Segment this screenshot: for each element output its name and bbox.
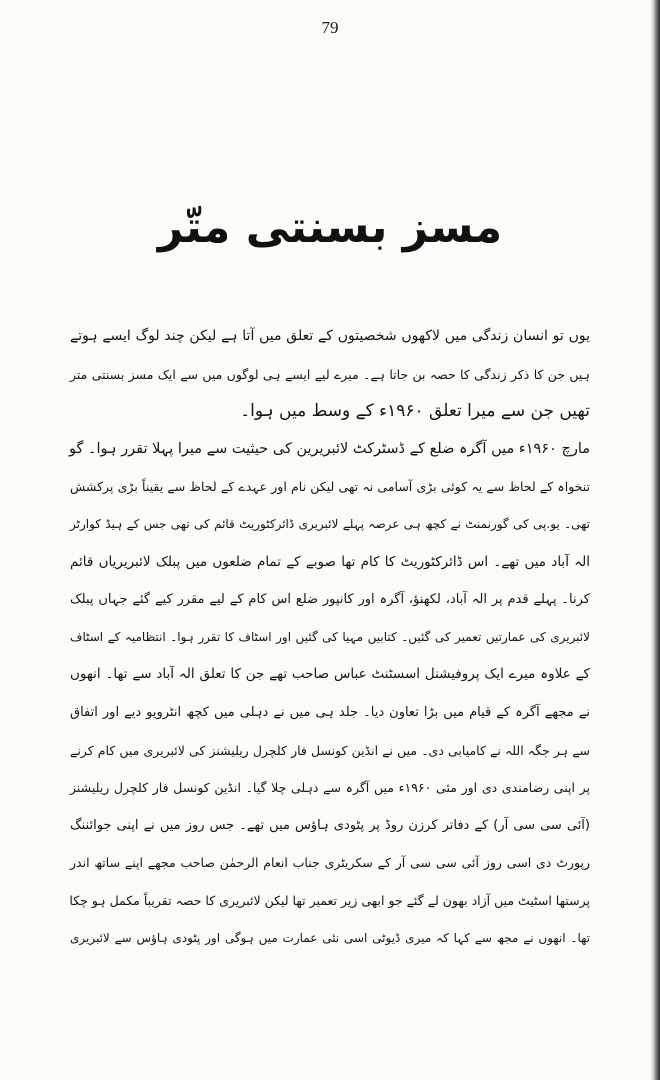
text-line: کے علاوہ میرے ایک پروفیشنل اسسٹنٹ عباس صاحب تھے جن کا تعلق الہ آباد سے تھا۔ انھوں <box>70 666 590 683</box>
text-line: سے ہر جگہ اللہ نے کامیابی دی۔ میں نے انڈین کونسل فار کلچرل ریلیشنز کی لائبریری میں کام کرنے <box>70 742 590 758</box>
chapter-title: مسز بسنتی متّر <box>157 202 503 253</box>
text-line: پرستھا اسٹیٹ میں آزاد بھون لے گئے جو ابھی زیر تعمیر تھا لیکن لائبریری کا حصہ تقریباً مکمل ہو چکا <box>69 892 590 908</box>
text-line: (آئی سی سی آر) کے دفاتر کرزن روڈ پر پٹودی ہاؤس میں تھے۔ جس روز میں نے اپنی جوائننگ <box>70 817 590 833</box>
text-line: رپورٹ دی اسی روز آئی سی سی آر کے سکریٹری جناب انعام الرحمٰن صاحب مجھے اپنے ساتھ اندر <box>70 855 590 871</box>
page-number: 79 <box>321 18 339 37</box>
text-line: تھا۔ انھوں نے مجھ سے کہا کہ میری ڈیوٹی اسی نئی عمارت میں ہوگی اور پٹودی ہاؤس سے لائبریری <box>70 930 590 945</box>
text-line: مارچ ۱۹۶۰ء میں آگرہ ضلع کے ڈسٹرکٹ لائبریرین کی حیثیت سے میرا پہلا تقرر ہوا۔ گو <box>68 440 590 457</box>
text-line: تھی۔ یو.پی کی گورنمنٹ نے کچھ ہی عرصہ پہلے لائبریری ڈائرکٹوریٹ قائم کی تھی جس کے ہیڈ کوارٹر <box>70 516 590 531</box>
text-line: ہیں جن کا ذکر زندگی کا حصہ بن جاتا ہے۔ میرے لیے ایسے ہی لوگوں میں سے ایک مسز بسنتی متر <box>70 366 590 382</box>
text-line: کرنا۔ پہلے قدم پر الہ آباد، لکھنؤ، آگرہ اور کانپور ضلع اس کام کے لیے مقرر کیے گئے جہاں پبلک <box>70 592 590 608</box>
text-line: تھیں جن سے میرا تعلق ۱۹۶۰ء کے وسط میں ہوا۔ <box>240 401 590 422</box>
text-line: یوں تو انسان زندگی میں لاکھوں شخصیتوں کے تعلق میں آتا ہے لیکن چند لوگ ایسے ہوتے <box>70 328 590 344</box>
body-text <box>70 318 590 957</box>
text-line: پر اپنی رضامندی دی اور مئی ۱۹۶۰ء میں آگرہ سے دہلی چلا گیا۔ انڈین کونسل فار کلچرل ریلیشنز <box>70 780 590 796</box>
text-line: نے مجھے آگرہ کے قیام میں بڑا تعاون دیا۔ جلد ہی میں نے دہلی میں کچھ انٹرویو دیے اور اتفاق <box>70 704 590 720</box>
paragraph-2 <box>70 431 590 957</box>
book-spine-shadow <box>650 0 660 1080</box>
paragraph-1 <box>70 318 590 431</box>
text-line: لائبریری کی عمارتیں تعمیر کی گئیں۔ کتابیں مہیا کی گئیں اور اسٹاف کا تقرر ہوا۔ انتظامیہ کے اسٹاف <box>70 629 590 644</box>
text-line: الہ آباد میں تھے۔ اس ڈائرکٹوریٹ کا کام تھا صوبے کے تمام ضلعوں میں پبلک لائبریریاں قائم <box>70 553 590 570</box>
text-line: تنخواہ کے لحاظ سے یہ کوئی بڑی آسامی نہ تھی لیکن نام اور عہدے کے لحاظ سے یقیناً بڑی پرکشش <box>70 479 590 495</box>
